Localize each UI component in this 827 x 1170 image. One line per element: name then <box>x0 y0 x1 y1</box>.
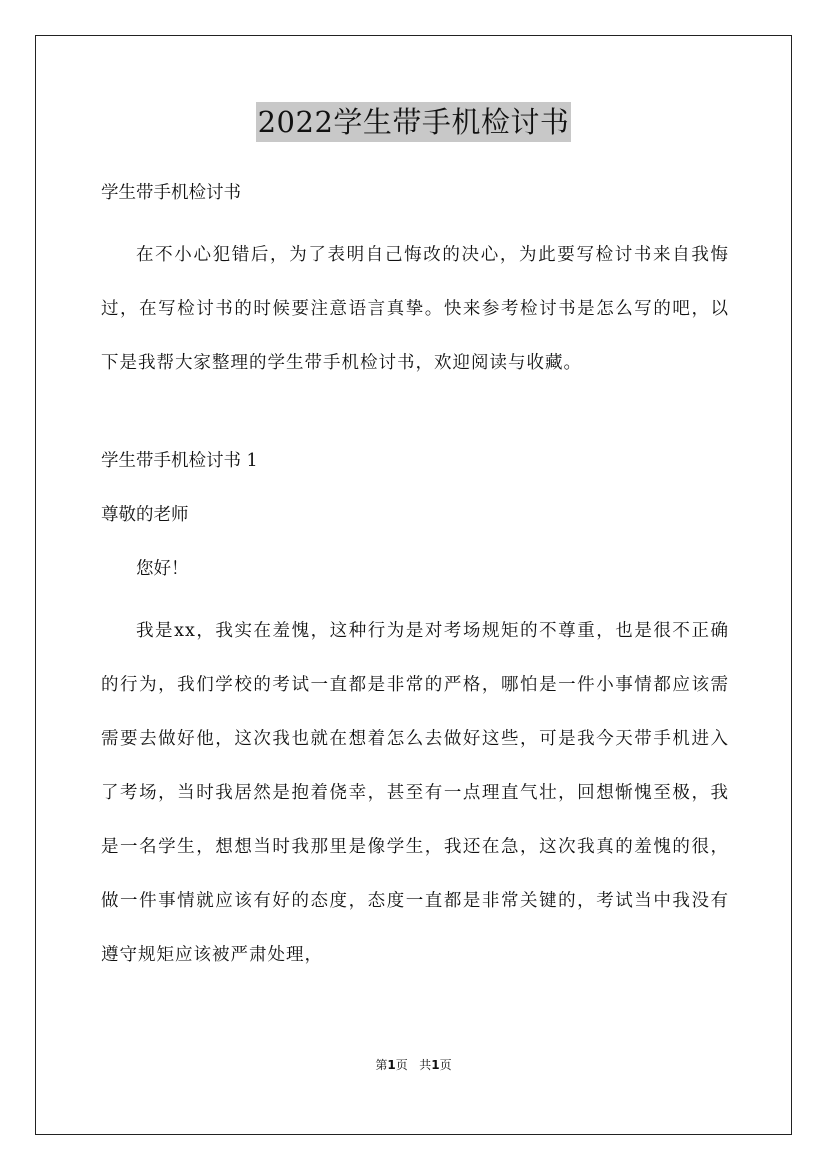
page-footer <box>0 1056 827 1073</box>
footer-total-prefix: 共 <box>419 1058 432 1072</box>
intro-paragraph: 在不小心犯错后，为了表明自己悔改的决心，为此要写检讨书来自我悔过，在写检讨书的时候要注意语言真挚。快来参考检讨书是怎么写的吧，以下是我帮大家整理的学生带手机检讨书，欢迎阅读与收藏。 <box>101 245 729 373</box>
greeting: 您好！ <box>136 559 189 579</box>
footer-page-suffix: 页 <box>395 1058 408 1072</box>
document-body <box>101 174 729 982</box>
section-heading: 学生带手机检讨书 1 <box>101 451 258 471</box>
document-title-text: 2022学生带手机检讨书 <box>256 102 572 142</box>
footer-page-prefix: 第 <box>375 1058 388 1072</box>
body-paragraph: 我是xx，我实在羞愧，这种行为是对考场规矩的不尊重，也是很不正确的行为，我们学校的考试一直都是非常的严格，哪怕是一件小事情都应该需需要去做好他，这次我也就在想着怎么去做好这些，可是我今天带手机进入了考场，当时我居然是抱着侥幸，甚至有一点理直气壮，回想惭愧至极，我是一名学生，想想当时我那里是像学生，我还在急，这次我真的羞愧的很，做一件事情就应该有好的态度，态度一直都是非常关键的，考试当中我没有遵守规矩应该被严肃处理， <box>101 621 729 965</box>
paragraph-gap <box>101 390 729 442</box>
footer-page-number: 1 <box>387 1058 396 1072</box>
footer-total-suffix: 页 <box>439 1058 452 1072</box>
document-title <box>0 102 827 142</box>
document-subtitle: 学生带手机检讨书 <box>101 183 241 203</box>
salutation: 尊敬的老师 <box>101 505 189 525</box>
footer-total-number: 1 <box>431 1058 440 1072</box>
